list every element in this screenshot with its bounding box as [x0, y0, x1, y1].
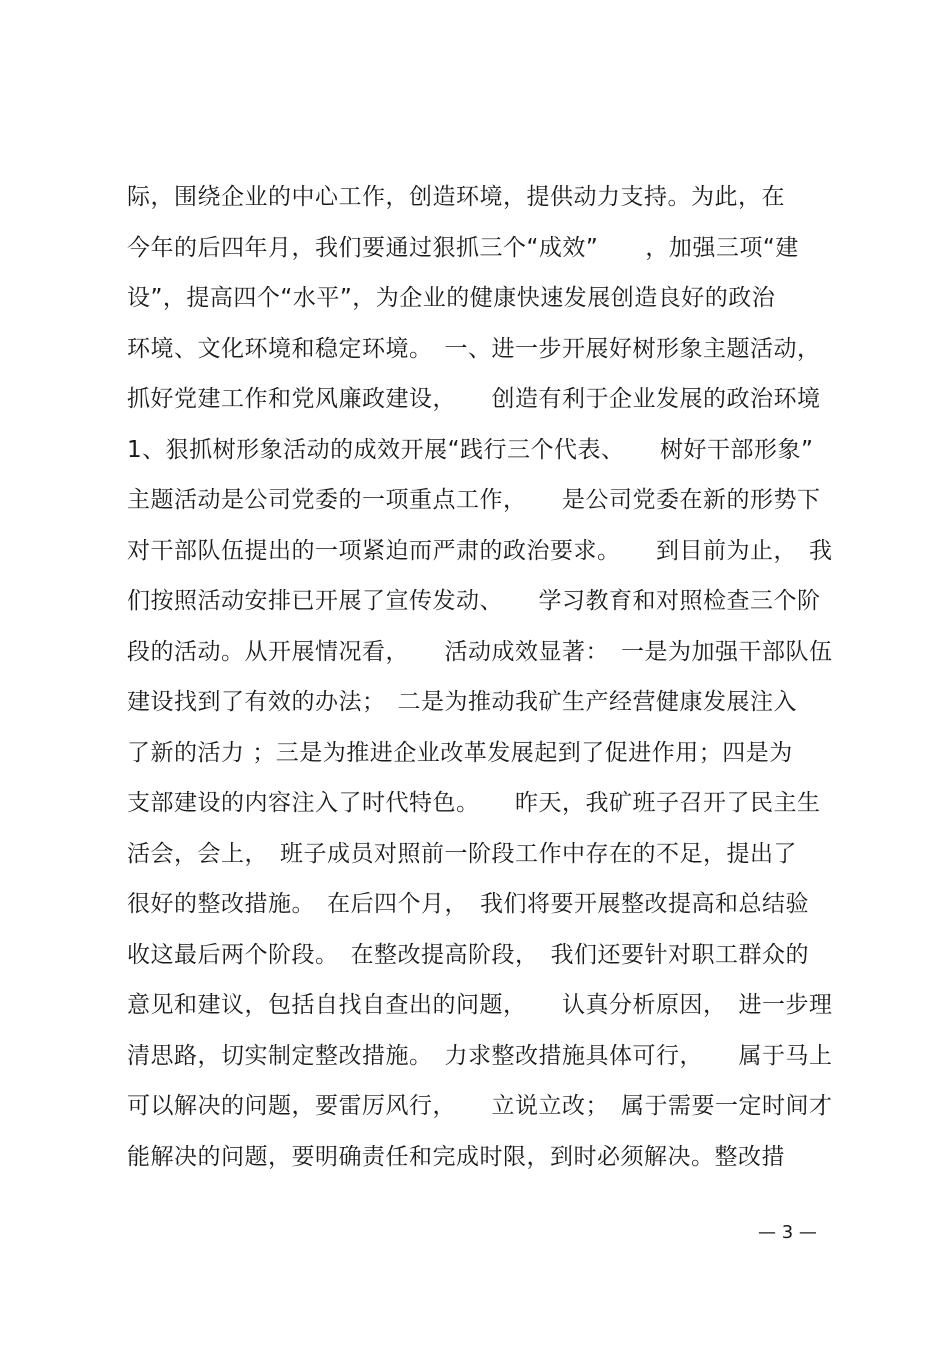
text-line: 际，围绕企业的中心工作，创造环境，提供动力支持。为此，在	[127, 184, 785, 210]
text-line: 们按照活动安排已开展了宣传发动、 学习教育和对照检查三个阶	[127, 588, 821, 614]
text-line: 建设找到了有效的办法； 二是为推动我矿生产经营健康发展注入	[127, 689, 797, 715]
text-line: 段的活动。从开展情况看， 活动成效显著： 一是为加强干部队伍	[127, 638, 833, 665]
text-line: 活会，会上， 班子成员对照前一阶段工作中存在的不足，提出了	[127, 840, 797, 867]
text-line: 意见和建议，包括自找自查出的问题， 认真分析原因， 进一步理	[127, 992, 833, 1018]
text-line: 支部建设的内容注入了时代特色。 昨天，我矿班子召开了民主生	[127, 790, 821, 816]
text-line: 设”，提高四个“水平”，为企业的健康快速发展创造良好的政治	[127, 285, 776, 311]
page-number: — 3 —	[758, 1222, 817, 1243]
text-line: 收这最后两个阶段。 在整改提高阶段， 我们还要针对职工群众的	[127, 941, 809, 968]
text-line: 能解决的问题，要明确责任和完成时限，到时必须解决。整改措	[127, 1143, 785, 1170]
text-line: 清思路，切实制定整改措施。 力求整改措施具体可行， 属于马上	[127, 1042, 833, 1069]
text-line: 1、狠抓树形象活动的成效开展“践行三个代表、 树好干部形象”	[127, 436, 814, 463]
text-line: 抓好党建工作和党风廉政建设， 创造有利于企业发展的政治环境	[127, 386, 821, 412]
text-line: 了新的活力 ；三是为推进企业改革发展起到了促进作用；四是为	[127, 739, 793, 766]
text-line: 可以解决的问题，要雷厉风行， 立说立改； 属于需要一定时间才	[127, 1093, 833, 1119]
body-text	[127, 172, 847, 1182]
text-line: 很好的整改措施。 在后四个月， 我们将要开展整改提高和总结验	[127, 891, 809, 917]
text-line: 主题活动是公司党委的一项重点工作， 是公司党委在新的形势下	[127, 487, 821, 513]
text-line: 对干部队伍提出的一项紧迫而严肃的政治要求。 到目前为止， 我	[127, 537, 833, 564]
text-line: 环境、文化环境和稳定环境。 一、进一步开展好树形象主题活动，	[127, 335, 821, 362]
text-line: 今年的后四年月，我们要通过狠抓三个“成效” ，加强三项“建	[127, 234, 799, 261]
